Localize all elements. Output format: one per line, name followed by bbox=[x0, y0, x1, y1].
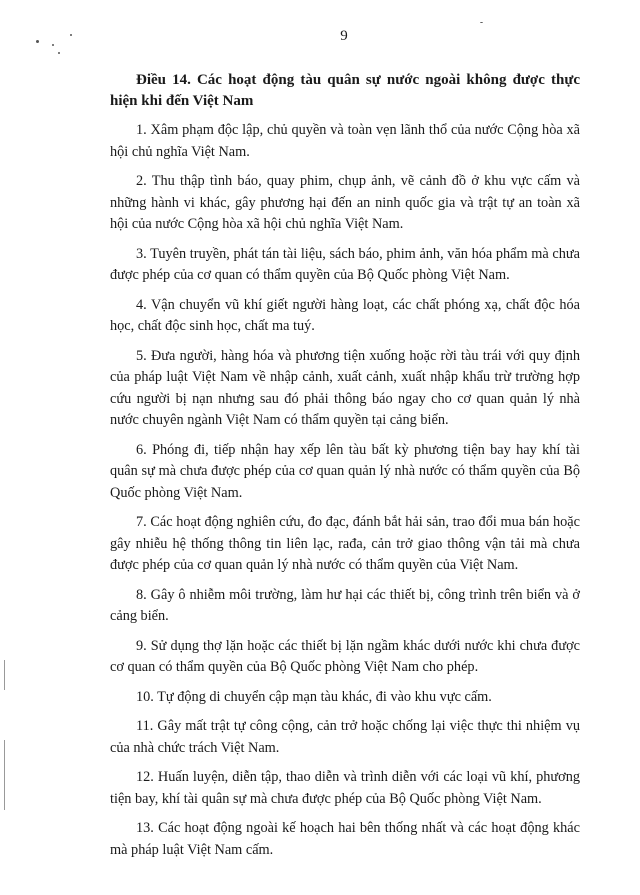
scan-speck bbox=[480, 22, 483, 23]
clause-8: 8. Gây ô nhiễm môi trường, làm hư hại các thiết bị, công trình trên biển và ở cảng biển. bbox=[110, 586, 580, 624]
clause-10: 10. Tự động di chuyển cập mạn tàu khác, đi vào khu vực cấm. bbox=[136, 688, 492, 705]
clause-7: 7. Các hoạt động nghiên cứu, đo đạc, đánh bắt hải sản, trao đổi mua bán hoặc gây nhiễu hệ thống thông tin liên lạc, rađa, cản trở giao thông vận tải mà chưa được phép của cơ quan quản lý nhà nước có thẩm quyền của Việt Nam. bbox=[110, 514, 580, 573]
clause-9: 9. Sử dụng thợ lặn hoặc các thiết bị lặn ngầm khác dưới nước khi chưa được cơ quan có thẩm quyền của Bộ Quốc phòng Việt Nam cho phép. bbox=[110, 637, 580, 675]
clause-13: 13. Các hoạt động ngoài kế hoạch hai bên thống nhất và các hoạt động khác mà pháp luật Việt Nam cấm. bbox=[110, 820, 580, 858]
scan-margin-line bbox=[4, 660, 5, 690]
page-number: 9 bbox=[340, 28, 348, 44]
scan-margin-line bbox=[4, 740, 5, 810]
clause-11: 11. Gây mất trật tự công cộng, cản trở hoặc chống lại việc thực thi nhiệm vụ của nhà chức trách Việt Nam. bbox=[110, 718, 580, 756]
clause-1: 1. Xâm phạm độc lập, chủ quyền và toàn vẹn lãnh thổ của nước Cộng hòa xã hội chủ nghĩa Việt Nam. bbox=[110, 122, 580, 160]
clause-4: 4. Vận chuyển vũ khí giết người hàng loạt, các chất phóng xạ, chất độc hóa học, chất độc sinh học, chất ma tuý. bbox=[110, 296, 580, 334]
article-title: Điều 14. Các hoạt động tàu quân sự nước ngoài không được thực hiện khi đến Việt Nam bbox=[110, 72, 580, 109]
clause-3: 3. Tuyên truyền, phát tán tài liệu, sách báo, phim ảnh, văn hóa phẩm mà chưa được phép của cơ quan có thẩm quyền của Bộ Quốc phòng Việt Nam. bbox=[110, 245, 580, 283]
clause-6: 6. Phóng đi, tiếp nhận hay xếp lên tàu bất kỳ phương tiện bay hay khí tài quân sự mà chưa được phép của cơ quan quản lý nhà nước có thẩm quyền của Bộ Quốc phòng Việt Nam. bbox=[110, 441, 580, 501]
scan-speck bbox=[58, 52, 60, 54]
clause-5: 5. Đưa người, hàng hóa và phương tiện xuống hoặc rời tàu trái với quy định của pháp luật Việt Nam về nhập cảnh, xuất cảnh, xuất nhập khẩu trừ trường hợp cứu người bị nạn nhưng sau đó phải thông báo ngay cho cơ quan quản lý nhà nước chuyên ngành Việt Nam có thẩm quyền tại cảng biển. bbox=[110, 347, 580, 428]
document-body bbox=[110, 70, 580, 869]
clause-2: 2. Thu thập tình báo, quay phim, chụp ảnh, vẽ cảnh đồ ở khu vực cấm và những hành vi khác, gây phương hại đến an ninh quốc gia và trật tự an toàn xã hội của nước Cộng hòa xã hội chủ nghĩa Việt Nam. bbox=[110, 173, 580, 232]
clause-12: 12. Huấn luyện, diễn tập, thao diễn và trình diễn với các loại vũ khí, phương tiện bay, khí tài quân sự mà chưa được phép của Bộ Quốc phòng Việt Nam. bbox=[110, 769, 580, 807]
